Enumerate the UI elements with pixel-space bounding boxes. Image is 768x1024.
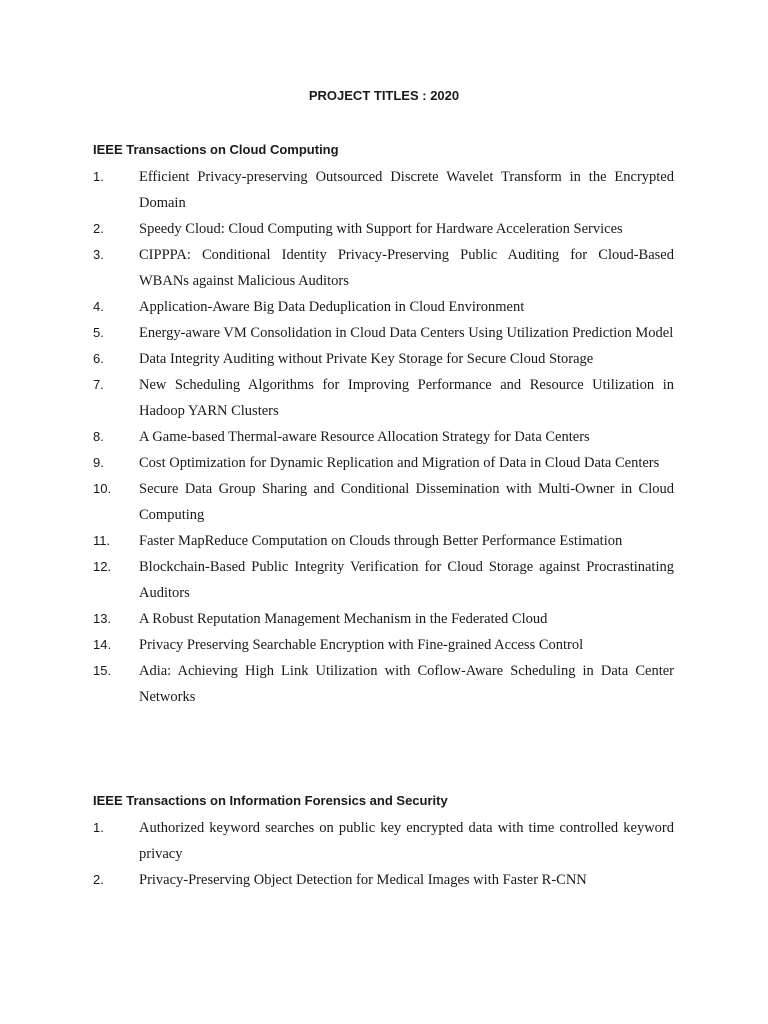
item-title: Blockchain-Based Public Integrity Verification for Cloud Storage against Procrastinating Auditors bbox=[139, 559, 674, 601]
item-title: Efficient Privacy-preserving Outsourced Discrete Wavelet Transform in the Encrypted Domain bbox=[139, 169, 674, 211]
item-number: 2. bbox=[93, 221, 104, 236]
section-heading-cloud-computing: IEEE Transactions on Cloud Computing bbox=[93, 142, 339, 157]
item-number: 1. bbox=[93, 820, 104, 835]
list-item bbox=[93, 424, 674, 450]
item-number: 10. bbox=[93, 481, 112, 496]
item-title: Privacy-Preserving Object Detection for Medical Images with Faster R-CNN bbox=[139, 872, 587, 888]
list-item bbox=[93, 346, 674, 372]
item-title: Privacy Preserving Searchable Encryption with Fine-grained Access Control bbox=[139, 637, 584, 653]
item-title: New Scheduling Algorithms for Improving Performance and Resource Utilization in Hadoop YARN Clusters bbox=[139, 377, 674, 419]
item-number: 4. bbox=[93, 299, 104, 314]
item-title: Faster MapReduce Computation on Clouds through Better Performance Estimation bbox=[139, 533, 623, 549]
item-title: A Robust Reputation Management Mechanism in the Federated Cloud bbox=[139, 611, 548, 627]
item-number: 9. bbox=[93, 455, 104, 470]
item-title: Data Integrity Auditing without Private Key Storage for Secure Cloud Storage bbox=[139, 351, 594, 367]
list-item bbox=[93, 867, 674, 893]
cloud-computing-title-list bbox=[93, 164, 674, 710]
item-number: 5. bbox=[93, 325, 104, 340]
item-title: Secure Data Group Sharing and Conditional Dissemination with Multi-Owner in Cloud Computing bbox=[139, 481, 674, 523]
list-item bbox=[93, 658, 674, 710]
item-title: A Game-based Thermal-aware Resource Allocation Strategy for Data Centers bbox=[139, 429, 590, 445]
list-item bbox=[93, 528, 674, 554]
list-item bbox=[93, 372, 674, 424]
list-item bbox=[93, 294, 674, 320]
item-title: CIPPPA: Conditional Identity Privacy-Preserving Public Auditing for Cloud-Based WBANs against Malicious Auditors bbox=[139, 247, 674, 289]
list-item bbox=[93, 815, 674, 867]
item-number: 1. bbox=[93, 169, 104, 184]
list-item bbox=[93, 242, 674, 294]
item-number: 13. bbox=[93, 611, 112, 626]
list-item bbox=[93, 632, 674, 658]
section-heading-forensics-security: IEEE Transactions on Information Forensics and Security bbox=[93, 793, 448, 808]
item-number: 12. bbox=[93, 559, 112, 574]
item-title: Cost Optimization for Dynamic Replication and Migration of Data in Cloud Data Centers bbox=[139, 455, 660, 471]
list-item bbox=[93, 606, 674, 632]
item-title: Speedy Cloud: Cloud Computing with Support for Hardware Acceleration Services bbox=[139, 221, 623, 237]
item-number: 3. bbox=[93, 247, 104, 262]
list-item bbox=[93, 450, 674, 476]
list-item bbox=[93, 216, 674, 242]
item-title: Adia: Achieving High Link Utilization with Coflow-Aware Scheduling in Data Center Networks bbox=[139, 663, 674, 705]
item-number: 6. bbox=[93, 351, 104, 366]
item-number: 7. bbox=[93, 377, 104, 392]
forensics-security-title-list bbox=[93, 815, 674, 893]
item-title: Authorized keyword searches on public key encrypted data with time controlled keyword privacy bbox=[139, 820, 674, 862]
item-title: Application-Aware Big Data Deduplication in Cloud Environment bbox=[139, 299, 525, 315]
item-number: 11. bbox=[93, 533, 111, 548]
item-number: 14. bbox=[93, 637, 112, 652]
list-item bbox=[93, 164, 674, 216]
item-number: 2. bbox=[93, 872, 104, 887]
item-number: 8. bbox=[93, 429, 104, 444]
list-item bbox=[93, 554, 674, 606]
list-item bbox=[93, 476, 674, 528]
list-item bbox=[93, 320, 674, 346]
item-title: Energy-aware VM Consolidation in Cloud Data Centers Using Utilization Prediction Model bbox=[139, 325, 674, 341]
item-number: 15. bbox=[93, 663, 112, 678]
page-title: PROJECT TITLES : 2020 bbox=[308, 88, 460, 103]
